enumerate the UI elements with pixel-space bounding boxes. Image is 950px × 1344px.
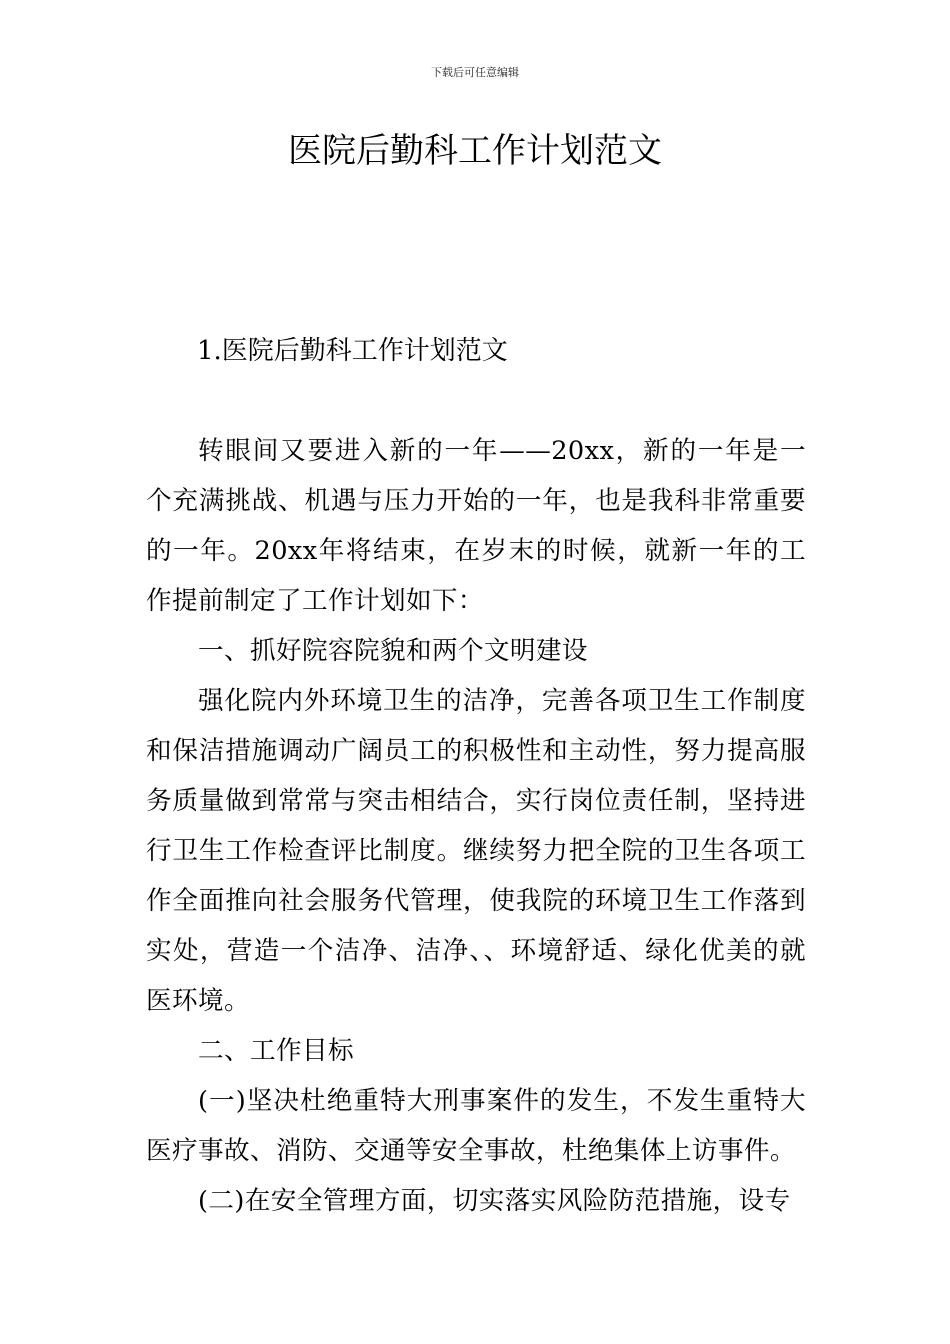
subheading-work-goals: 二、工作目标 (198, 1036, 354, 1066)
paragraph-goal-two: (二)在安全管理方面，切实落实风险防范措施，设专 (198, 1186, 791, 1216)
subheading-campus-appearance: 一、抓好院容院貌和两个文明建设 (198, 636, 588, 666)
paragraph-goal-one: (一)坚决杜绝重特大刑事案件的发生，不发生重特大医疗事故、消防、交通等安全事故，杜绝集体上访事件。 (146, 1086, 806, 1166)
paragraph-intro: 转眼间又要进入新的一年——20xx，新的一年是一个充满挑战、机遇与压力开始的一年，也是我科非常重要的一年。20xx年将结束，在岁末的时候，就新一年的工作提前制定了工作计划如下： (146, 436, 806, 616)
paragraph-hygiene: 强化院内外环境卫生的洁净，完善各项卫生工作制度和保洁措施调动广阔员工的积极性和主动性，努力提高服务质量做到常常与突击相结合，实行岗位责任制，坚持进行卫生工作检查评比制度。继续努力把全院的卫生各项工作全面推向社会服务代管理，使我院的环境卫生工作落到实处，营造一个洁净、洁净、、环境舒适、绿化优美的就医环境。 (146, 686, 806, 1016)
document-title: 医院后勤科工作计划范文 (288, 131, 662, 171)
section-heading: 1.医院后勤科工作计划范文 (197, 336, 508, 366)
header-note: 下载后可任意编辑 (431, 66, 519, 79)
document-body (146, 426, 806, 1226)
